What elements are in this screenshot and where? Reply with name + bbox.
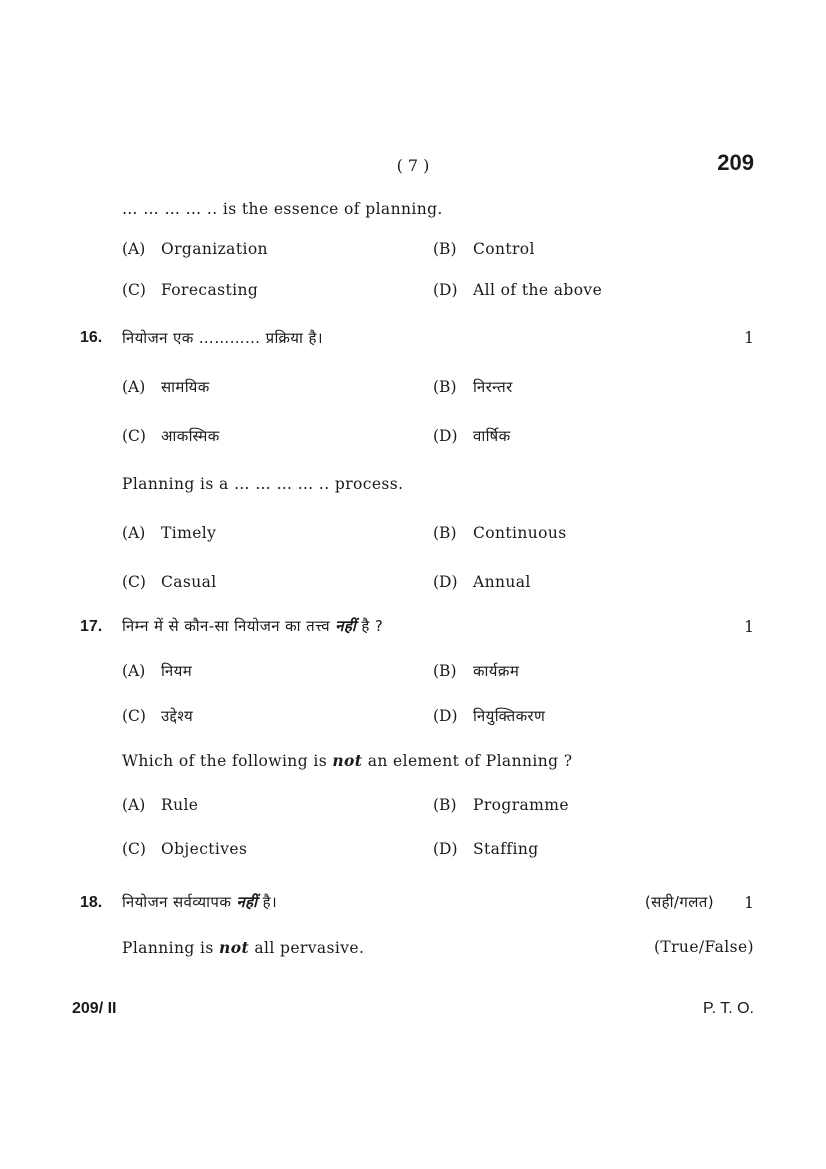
q15-en-opt-a: Organization — [161, 240, 268, 258]
q17-hi-opt-a-label: (A) — [122, 662, 146, 680]
q17-hi-stem-before: निम्न में से कौन-सा नियोजन का तत्त्व — [122, 617, 331, 635]
q17-en-opt-c-label: (C) — [122, 840, 146, 858]
q15-en-opt-a-label: (A) — [122, 240, 146, 258]
q17-hi-opt-a: नियम — [161, 662, 193, 680]
q18-en-answer-type: (True/False) — [653, 938, 754, 956]
q15-en-stem: … … … … .. is the essence of planning. — [122, 200, 443, 218]
q17-en-stem-after: an element of Planning ? — [367, 752, 573, 770]
q18-en-stem-after: all pervasive. — [254, 939, 365, 957]
q17-hi-opt-d-label: (D) — [433, 707, 458, 725]
q16-en-opt-c-label: (C) — [122, 573, 146, 591]
q15-en-opt-b-label: (B) — [433, 240, 457, 258]
q17-hi-opt-b-label: (B) — [433, 662, 457, 680]
q15-en-opt-c: Forecasting — [161, 281, 259, 299]
footer-paper-code: 209/ II — [72, 1000, 117, 1017]
q16-en-stem: Planning is a … … … … .. process. — [122, 475, 404, 493]
q16-hi-stem: नियोजन एक ………… प्रक्रिया है। — [122, 329, 323, 347]
q15-en-opt-d: All of the above — [473, 281, 603, 299]
q18-hi-stem-emph: नहीं — [236, 893, 258, 911]
q16-en-opt-d: Annual — [473, 573, 531, 591]
q18-hi-stem-after: है। — [262, 893, 278, 911]
q17-hi-opt-d: नियुक्तिकरण — [473, 707, 546, 725]
q17-hi-opt-b: कार्यक्रम — [473, 662, 520, 680]
q16-en-opt-d-label: (D) — [433, 573, 458, 591]
q16-hi-opt-a: सामयिक — [161, 378, 210, 396]
q18-number: 18. — [80, 894, 103, 911]
q16-hi-opt-d-label: (D) — [433, 427, 458, 445]
q17-number: 17. — [80, 618, 103, 635]
q16-marks: 1 — [744, 329, 754, 347]
q16-hi-opt-c: आकस्मिक — [161, 427, 220, 445]
q17-en-opt-a: Rule — [161, 796, 199, 814]
q15-en-opt-d-label: (D) — [433, 281, 458, 299]
q18-marks: 1 — [744, 894, 754, 912]
q16-en-opt-b: Continuous — [473, 524, 567, 542]
q16-en-opt-c: Casual — [161, 573, 217, 591]
paper-code: 209 — [717, 150, 754, 175]
q16-hi-opt-b-label: (B) — [433, 378, 457, 396]
q18-hi-answer-type: (सही/गलत) — [644, 893, 714, 911]
q16-en-opt-b-label: (B) — [433, 524, 457, 542]
q16-en-opt-a: Timely — [161, 524, 217, 542]
q17-marks: 1 — [744, 618, 754, 636]
q18-en-stem — [122, 938, 364, 957]
q16-en-opt-a-label: (A) — [122, 524, 146, 542]
q16-hi-opt-c-label: (C) — [122, 427, 146, 445]
q17-hi-opt-c-label: (C) — [122, 707, 146, 725]
q15-en-opt-b: Control — [473, 240, 535, 258]
q17-hi-stem — [122, 616, 383, 636]
q16-number: 16. — [80, 329, 103, 346]
q16-hi-opt-a-label: (A) — [122, 378, 146, 396]
q17-hi-opt-c: उद्देश्य — [161, 707, 194, 725]
q17-en-opt-b-label: (B) — [433, 796, 457, 814]
q18-en-stem-before: Planning is — [122, 939, 214, 957]
q17-en-stem-emph: not — [332, 751, 363, 770]
q16-hi-opt-d: वार्षिक — [473, 427, 511, 445]
page-number: ( 7 ) — [396, 156, 430, 175]
q17-en-opt-d-label: (D) — [433, 840, 458, 858]
q18-en-stem-emph: not — [219, 938, 249, 957]
q17-en-opt-b: Programme — [473, 796, 569, 814]
q16-hi-opt-b: निरन्तर — [473, 378, 513, 396]
q18-hi-stem-before: नियोजन सर्वव्यापक — [122, 893, 232, 911]
footer-pto: P. T. O. — [703, 1000, 754, 1017]
q17-en-opt-a-label: (A) — [122, 796, 146, 814]
q15-en-opt-c-label: (C) — [122, 281, 146, 299]
q17-en-stem — [122, 751, 572, 770]
q17-en-opt-d: Staffing — [473, 840, 539, 858]
q17-en-stem-before: Which of the following is — [122, 752, 328, 770]
q17-hi-stem-emph: नहीं — [335, 617, 357, 635]
q17-en-opt-c: Objectives — [161, 840, 248, 858]
q18-hi-stem — [122, 892, 277, 912]
q17-hi-stem-after: है ? — [361, 617, 384, 635]
